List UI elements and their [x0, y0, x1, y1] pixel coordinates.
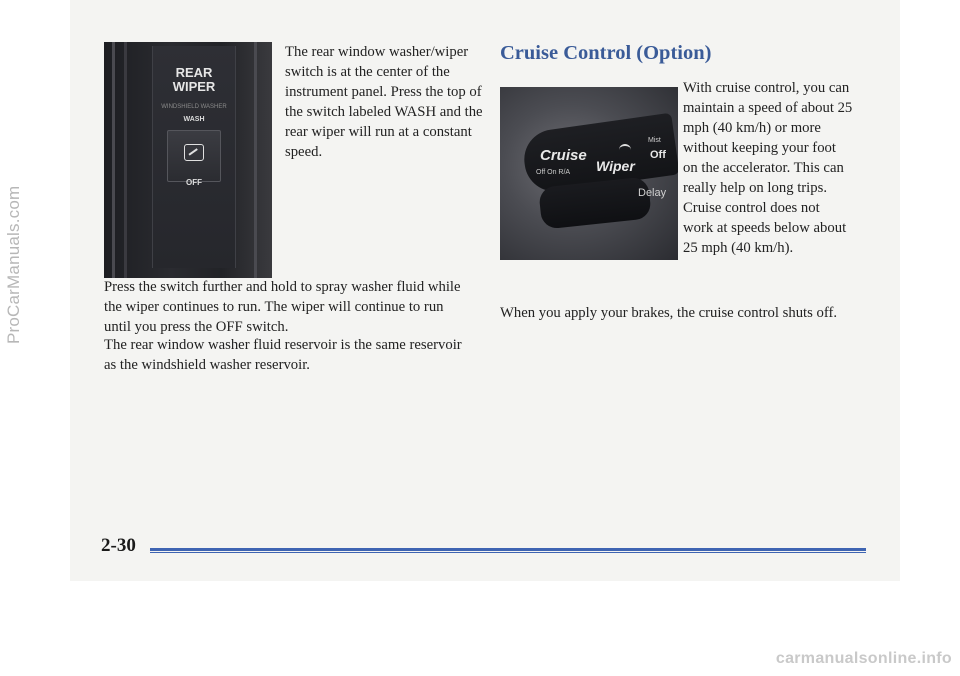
stalk-label-cruise: Cruise: [540, 147, 587, 164]
footer-rule: [150, 548, 866, 553]
rear-washer-paragraph-1: Press the switch further and hold to spray washer fluid while the wiper continues to run. The wiper will continue to run until you press the OFF switch.: [104, 279, 461, 335]
switch-label-off: OFF: [186, 178, 202, 187]
stalk-label-mist: Mist: [648, 137, 661, 144]
rear-wiper-icon: [184, 144, 204, 161]
rear-washer-paragraph-2: The rear window washer fluid reservoir is the same reservoir as the windshield washer reservoir.: [104, 337, 462, 373]
rear-washer-intro: The rear window washer/wiper switch is at the center of the instrument panel. Press the top of the switch labeled WASH and the rear wiper will run at a constant speed.: [285, 44, 483, 160]
photo-trim: [124, 42, 127, 278]
side-watermark: ProCarManuals.com: [4, 185, 23, 345]
cruise-control-description: With cruise control, you can maintain a speed of about 25 mph (40 km/h) or more without keeping your foot on the accelerator. This can really help on long trips. Cruise control does not work at speeds below about 25 mph (40 km/h).: [683, 80, 853, 256]
stalk-label-delay: Delay: [638, 187, 667, 199]
cruise-control-brakes-note: When you apply your brakes, the cruise control shuts off.: [500, 305, 838, 321]
stalk-label-wiper: Wiper: [596, 158, 635, 174]
stalk-label-off: Off: [650, 149, 666, 161]
switch-label-rear: [153, 66, 235, 94]
switch-label-wiper-text: WIPER: [172, 79, 216, 94]
switch-label-rear-text: REAR: [175, 65, 213, 80]
photo-trim: [254, 42, 257, 278]
cruise-control-heading: Cruise Control (Option): [500, 42, 712, 64]
rear-wiper-switch-photo: [104, 42, 272, 278]
cruise-control-stalk-photo: [500, 87, 678, 260]
washer-icon: [619, 144, 631, 153]
switch-label-wash: WASH: [183, 116, 205, 123]
page-number: 2-30: [101, 535, 136, 556]
footer-watermark: carmanualsonline.info: [775, 650, 952, 667]
switch-small-caption: WINDSHIELD WASHER: [161, 104, 227, 110]
switch-panel: [152, 46, 236, 268]
photo-trim: [112, 42, 115, 278]
stalk-label-off-on: Off On R/A: [536, 169, 571, 176]
